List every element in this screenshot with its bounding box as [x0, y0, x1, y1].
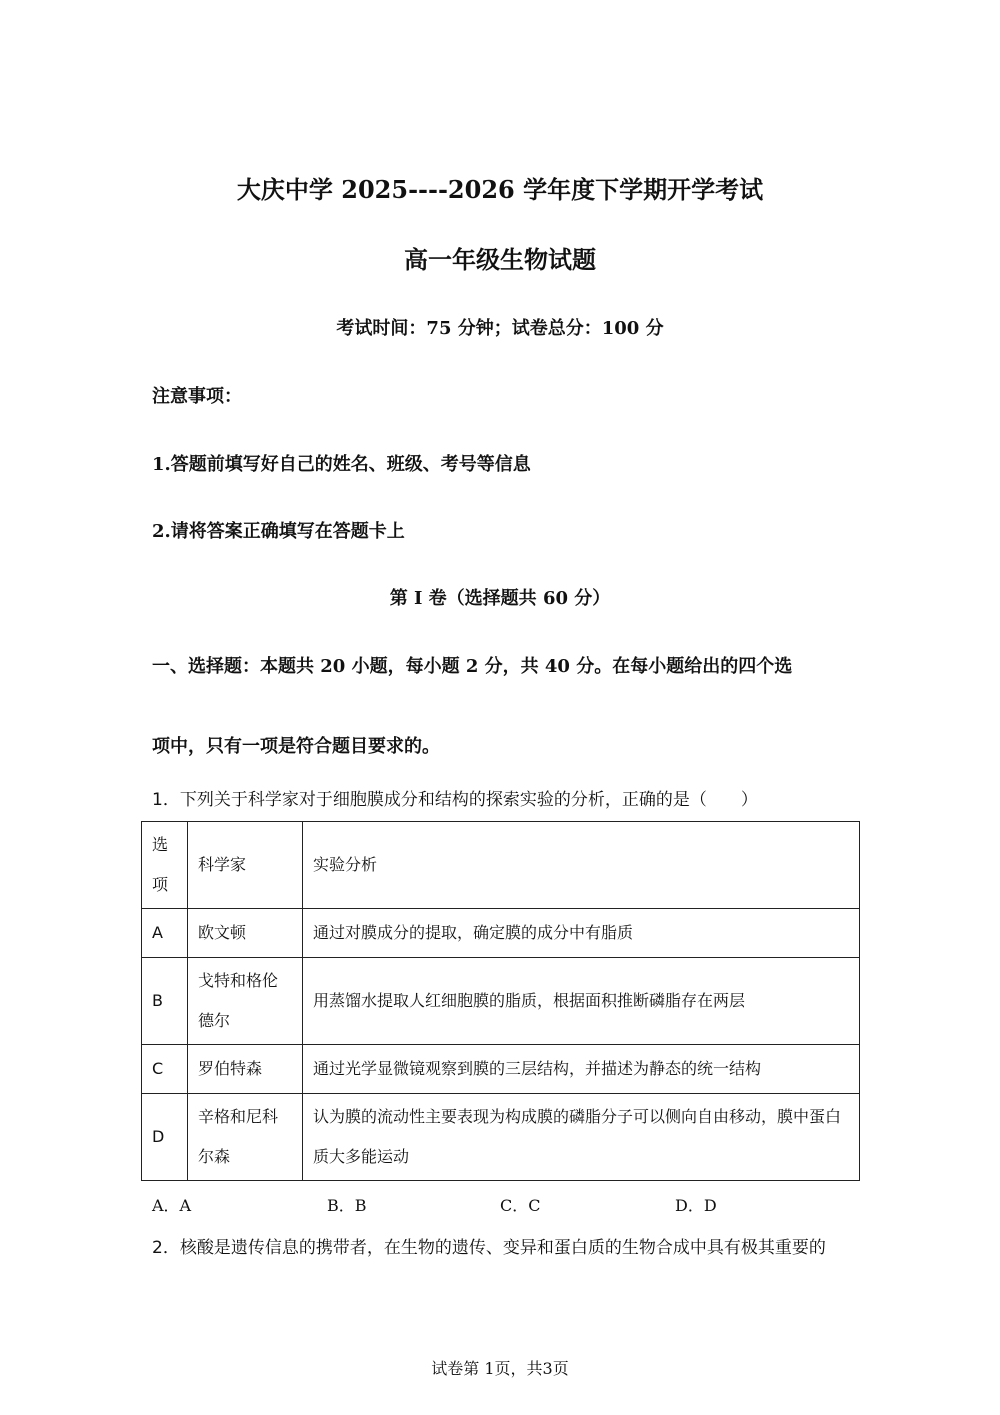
table-header-cell: 科学家	[188, 822, 303, 909]
answer-option-d: D．D	[675, 1196, 717, 1215]
table-cell-option: B	[142, 958, 188, 1045]
exam-title: 大庆中学 2025----2026 学年度下学期开学考试	[236, 175, 764, 204]
question-1-stem: 1．下列关于科学家对于细胞膜成分和结构的探索实验的分析，正确的是（ ）	[152, 790, 758, 810]
table-cell-analysis: 通过光学显微镜观察到膜的三层结构，并描述为静态的统一结构	[303, 1045, 860, 1094]
table-cell-analysis: 认为膜的流动性主要表现为构成膜的磷脂分子可以侧向自由移动，膜中蛋白质大多能运动	[303, 1094, 860, 1181]
page-footer: 试卷第 1页，共3页	[431, 1359, 569, 1378]
table-cell-option: D	[142, 1094, 188, 1181]
notes-heading: 注意事项：	[152, 386, 242, 407]
answer-option-c: C．C	[500, 1196, 541, 1215]
table-header-row	[142, 822, 860, 909]
table-row	[142, 958, 860, 1045]
section-title: 第 I 卷（选择题共 60 分）	[389, 588, 611, 609]
section-instructions-line: 项中，只有一项是符合题目要求的。	[152, 736, 440, 757]
table-cell-scientist: 罗伯特森	[188, 1045, 303, 1094]
table-cell-scientist: 辛格和尼科尔森	[188, 1094, 303, 1181]
table-header-cell: 实验分析	[303, 822, 860, 909]
answer-option-b: B．B	[327, 1196, 367, 1215]
question-1-table	[141, 821, 860, 1181]
question-2-stem: 2．核酸是遗传信息的携带者，在生物的遗传、变异和蛋白质的生物合成中具有极其重要的	[152, 1238, 826, 1258]
table-cell-analysis: 通过对膜成分的提取，确定膜的成分中有脂质	[303, 909, 860, 958]
table-row	[142, 909, 860, 958]
table-cell-analysis: 用蒸馏水提取人红细胞膜的脂质，根据面积推断磷脂存在两层	[303, 958, 860, 1045]
note-item: 1.答题前填写好自己的姓名、班级、考号等信息	[152, 454, 531, 475]
table-row	[142, 1094, 860, 1181]
table-cell-scientist: 戈特和格伦德尔	[188, 958, 303, 1045]
table-cell-option: A	[142, 909, 188, 958]
exam-subtitle: 高一年级生物试题	[404, 245, 596, 274]
section-instructions-line: 一、选择题：本题共 20 小题，每小题 2 分，共 40 分。在每小题给出的四个选	[152, 656, 793, 677]
note-item: 2.请将答案正确填写在答题卡上	[152, 521, 405, 542]
table-header-cell: 选项	[142, 822, 188, 909]
table-cell-scientist: 欧文顿	[188, 909, 303, 958]
table-cell-option: C	[142, 1045, 188, 1094]
answer-option-a: A．A	[152, 1196, 192, 1215]
table-row	[142, 1045, 860, 1094]
exam-time-and-score: 考试时间：75 分钟；试卷总分：100 分	[336, 318, 664, 339]
